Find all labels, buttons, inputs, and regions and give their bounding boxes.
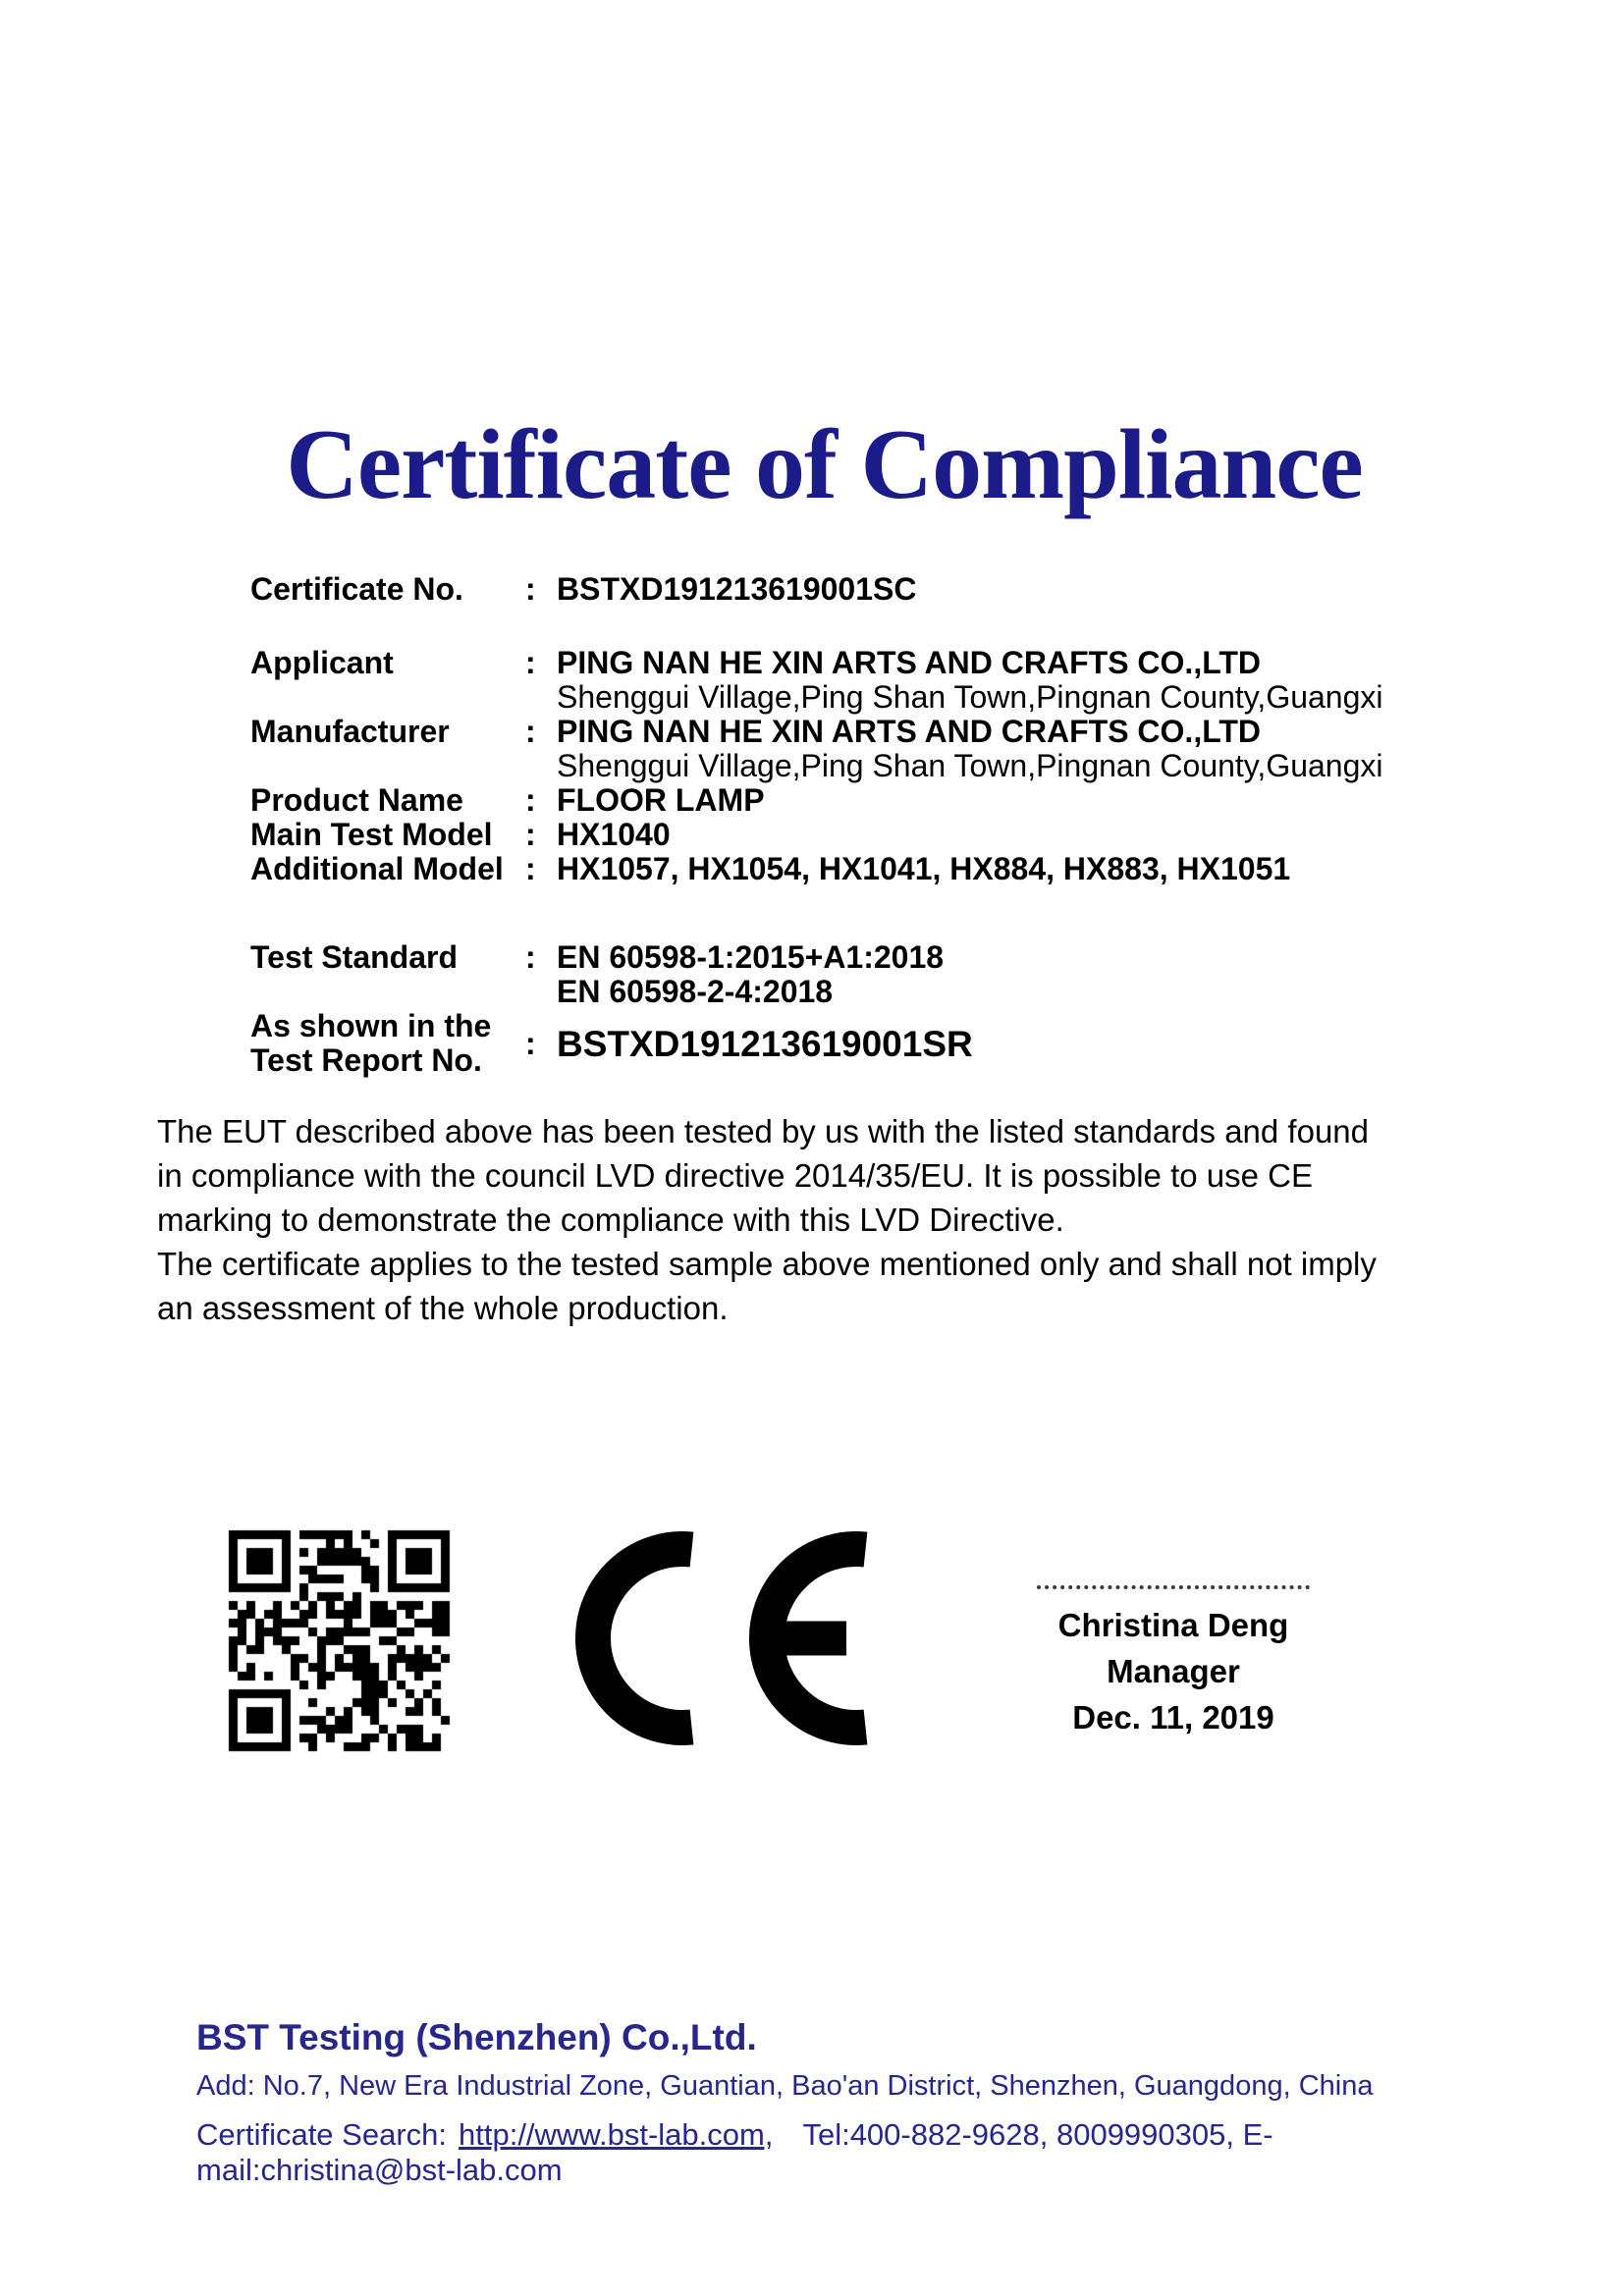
statement-line: The EUT described above has been tested by us with the listed standards and found: [157, 1113, 1370, 1149]
field-additional-model: [250, 852, 1429, 886]
signature-date: Dec. 11, 2019: [1072, 1699, 1274, 1735]
field-value: Shenggui Village,Ping Shan Town,Pingnan County,Guangxi: [557, 679, 1383, 715]
statement-line: The certificate applies to the tested sample above mentioned only and shall not imply: [157, 1246, 1377, 1282]
field-colon: :: [525, 645, 536, 680]
field-colon: :: [525, 1025, 536, 1061]
field-value: FLOOR LAMP: [557, 782, 765, 818]
qr-code: [225, 1526, 454, 1755]
field-value: BSTXD191213619001SC: [557, 571, 917, 607]
footer: [196, 2017, 1473, 2188]
certificate-fields: [250, 572, 1429, 1078]
field-label: Main Test Model: [250, 817, 493, 852]
field-label: Additional Model: [250, 851, 504, 886]
field-label: Product Name: [250, 782, 463, 818]
field-main-test-model: [250, 818, 1429, 852]
field-colon: :: [525, 939, 536, 975]
field-colon: :: [525, 571, 536, 607]
statement-paragraph: [157, 1109, 1473, 1330]
statement-line: marking to demonstrate the compliance with this LVD Directive.: [157, 1201, 1064, 1238]
field-label: Test Standard: [250, 939, 458, 975]
field-applicant: [250, 646, 1429, 680]
certificate-title: Certificate of Compliance: [286, 409, 1363, 520]
footer-address: Add: No.7, New Era Industrial Zone, Guantian, Bao'an District, Shenzhen, Guangdong, China: [196, 2070, 1374, 2102]
field-colon: :: [525, 714, 536, 749]
field-label: Manufacturer: [250, 714, 450, 749]
field-colon: :: [525, 782, 536, 818]
field-value: PING NAN HE XIN ARTS AND CRAFTS CO.,LTD: [557, 714, 1262, 749]
field-value: PING NAN HE XIN ARTS AND CRAFTS CO.,LTD: [557, 645, 1262, 680]
certificate-search-url-link[interactable]: http://www.bst-lab.com,: [459, 2117, 774, 2152]
field-value: EN 60598-2-4:2018: [557, 974, 834, 1009]
field-label: Certificate No.: [250, 571, 463, 607]
signature-block: [1011, 1585, 1335, 1736]
footer-search-row: [196, 2117, 1473, 2188]
field-colon: :: [525, 817, 536, 852]
signature-line: [1037, 1585, 1310, 1589]
field-test-report-no: [250, 1009, 1429, 1078]
footer-contact: Tel:400-882-9628, 8009990305, E-mail:christina@bst-lab.com: [196, 2117, 1273, 2187]
field-certificate-no: [250, 572, 1429, 607]
field-colon: :: [525, 851, 536, 886]
field-manufacturer: [250, 715, 1429, 749]
field-label-line2: Test Report No.: [250, 1042, 482, 1078]
signatory-name: Christina Deng: [1057, 1607, 1289, 1643]
field-product-name: [250, 783, 1429, 818]
field-label: [250, 1009, 525, 1078]
field-test-standard-line2: [250, 975, 1429, 1009]
statement-line: in compliance with the council LVD directive 2014/35/EU. It is possible to use CE: [157, 1157, 1313, 1194]
footer-company-name: BST Testing (Shenzhen) Co.,Ltd.: [196, 2017, 757, 2057]
statement-line: an assessment of the whole production.: [157, 1290, 729, 1326]
signatory-role: Manager: [1107, 1653, 1240, 1689]
field-label: Applicant: [250, 645, 394, 680]
field-value: BSTXD191213619001SR: [557, 1023, 973, 1064]
certificate-search-label: Certificate Search:: [196, 2117, 447, 2152]
field-test-standard: [250, 940, 1429, 975]
field-applicant-address: [250, 680, 1429, 715]
field-manufacturer-address: [250, 749, 1429, 783]
field-value: HX1040: [557, 817, 671, 852]
ce-mark-icon: [574, 1531, 869, 1745]
field-value: HX1057, HX1054, HX1041, HX884, HX883, HX1051: [557, 851, 1291, 886]
field-label-line1: As shown in the: [250, 1008, 492, 1043]
field-value: Shenggui Village,Ping Shan Town,Pingnan County,Guangxi: [557, 748, 1383, 783]
field-value: EN 60598-1:2015+A1:2018: [557, 939, 945, 975]
